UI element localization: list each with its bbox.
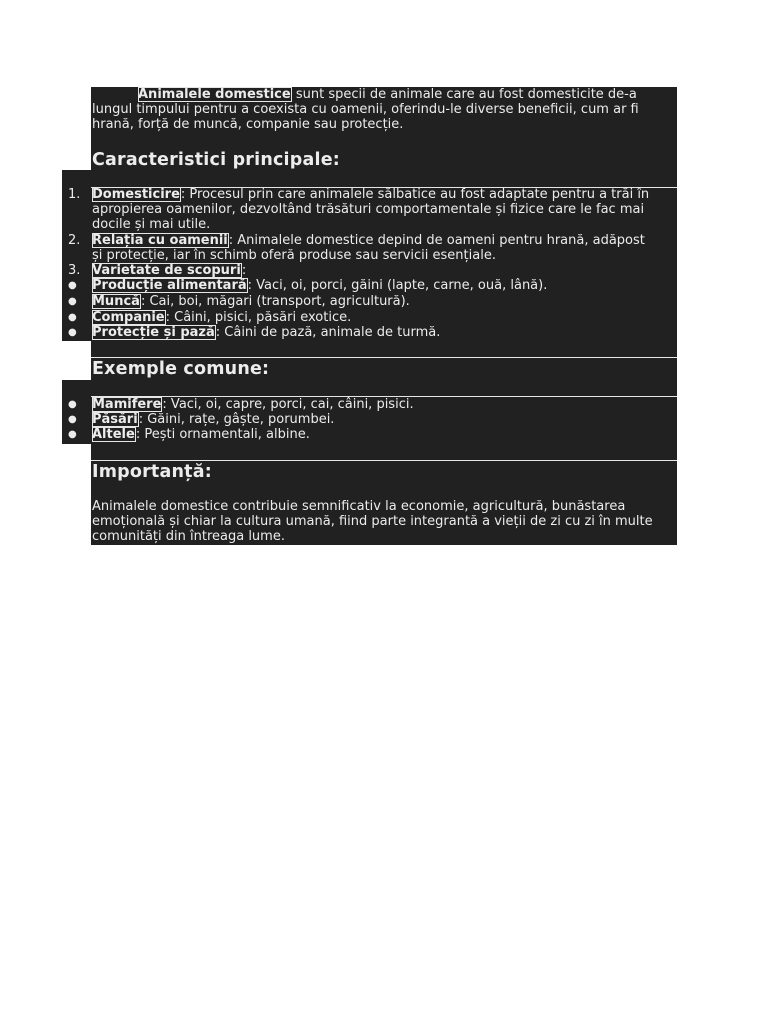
list-term: Varietate de scopuri <box>92 263 241 278</box>
intro-paragraph <box>92 87 676 132</box>
bullet-text: : Găini, rațe, gâște, porumbei. <box>138 412 335 427</box>
spacer-block <box>91 444 677 461</box>
bullet-icon: ● <box>68 312 77 323</box>
list-term: Relația cu oamenii <box>92 233 228 248</box>
list-marker: 1. <box>68 187 81 202</box>
bullet-icon: ● <box>68 280 77 291</box>
list-text: : Procesul prin care animalele sălbatice au fost adaptate pentru a trăi în <box>180 187 650 202</box>
importance-paragraph <box>92 499 676 544</box>
list-marker: 2. <box>68 233 81 248</box>
bullet-item <box>68 294 410 309</box>
list-text: : Animalele domestice depind de oameni pentru hrană, adăpost <box>228 233 645 248</box>
section-heading-characteristics: Caracteristici principale: <box>92 150 340 170</box>
bullet-item <box>68 412 335 427</box>
importance-line2: emoțională și chiar la cultura umană, fiind parte integrantă a vieții de zi cu zi în multe <box>92 514 653 529</box>
bullet-term: Păsări <box>92 412 138 427</box>
bullet-icon: ● <box>68 399 77 410</box>
list-marker: 3. <box>68 263 81 278</box>
list-item <box>68 263 247 278</box>
bullet-item <box>68 325 441 340</box>
list-item <box>68 187 650 202</box>
bullet-icon: ● <box>68 296 77 307</box>
examples-list-block <box>62 380 677 444</box>
section-heading-importance: Importanță: <box>92 462 212 482</box>
bullet-item <box>68 310 352 325</box>
bullet-icon: ● <box>68 327 77 338</box>
bullet-item <box>68 427 310 442</box>
characteristics-list-block <box>62 170 677 341</box>
list-text: : <box>241 263 247 278</box>
bullet-text: : Vaci, oi, capre, porci, cai, câini, pisici. <box>162 397 414 412</box>
importance-line3: comunități din întreaga lume. <box>92 529 285 544</box>
intro-term: Animalele domestice <box>138 87 291 102</box>
bullet-icon: ● <box>68 429 77 440</box>
bullet-term: Companie <box>92 310 165 325</box>
intro-block <box>91 87 677 170</box>
bullet-item <box>68 278 548 293</box>
bullet-text: : Câini de pază, animale de turmă. <box>215 325 441 340</box>
bullet-text: : Cai, boi, măgari (transport, agricultură). <box>140 294 410 309</box>
intro-text-line3: hrană, forță de muncă, companie sau protecție. <box>92 117 404 132</box>
list-text-wrap: apropierea oamenilor, dezvoltând trăsături comportamentale și fizice care le fac mai <box>92 202 645 217</box>
importance-block <box>91 461 677 545</box>
list-text-wrap: docile și mai utile. <box>92 217 211 232</box>
intro-text-line1: sunt specii de animale care au fost domesticite de-a <box>291 87 637 102</box>
bullet-item <box>68 397 414 412</box>
bullet-term: Mamifere <box>92 397 162 412</box>
bullet-term: Altele <box>92 427 135 442</box>
bullet-term: Producție alimentară <box>92 278 247 293</box>
bullet-text: : Vaci, oi, porci, găini (lapte, carne, ouă, lână). <box>247 278 548 293</box>
bullet-term: Protecție și pază <box>92 325 215 340</box>
bullet-icon: ● <box>68 414 77 425</box>
list-term: Domesticire <box>92 187 180 202</box>
list-text-wrap: și protecție, iar în schimb oferă produse sau servicii esențiale. <box>92 248 496 263</box>
bullet-text: : Câini, pisici, păsări exotice. <box>165 310 352 325</box>
bullet-text: : Pești ornamentali, albine. <box>135 427 310 442</box>
spacer-block <box>91 341 677 358</box>
intro-text-line2: lungul timpului pentru a coexista cu oamenii, oferindu-le diverse beneficii, cum ar fi <box>92 102 639 117</box>
examples-heading-block <box>91 358 677 380</box>
importance-line1: Animalele domestice contribuie semnificativ la economie, agricultură, bunăstarea <box>92 499 626 514</box>
list-item <box>68 233 645 248</box>
bullet-term: Muncă <box>92 294 140 309</box>
section-heading-examples: Exemple comune: <box>92 359 270 379</box>
